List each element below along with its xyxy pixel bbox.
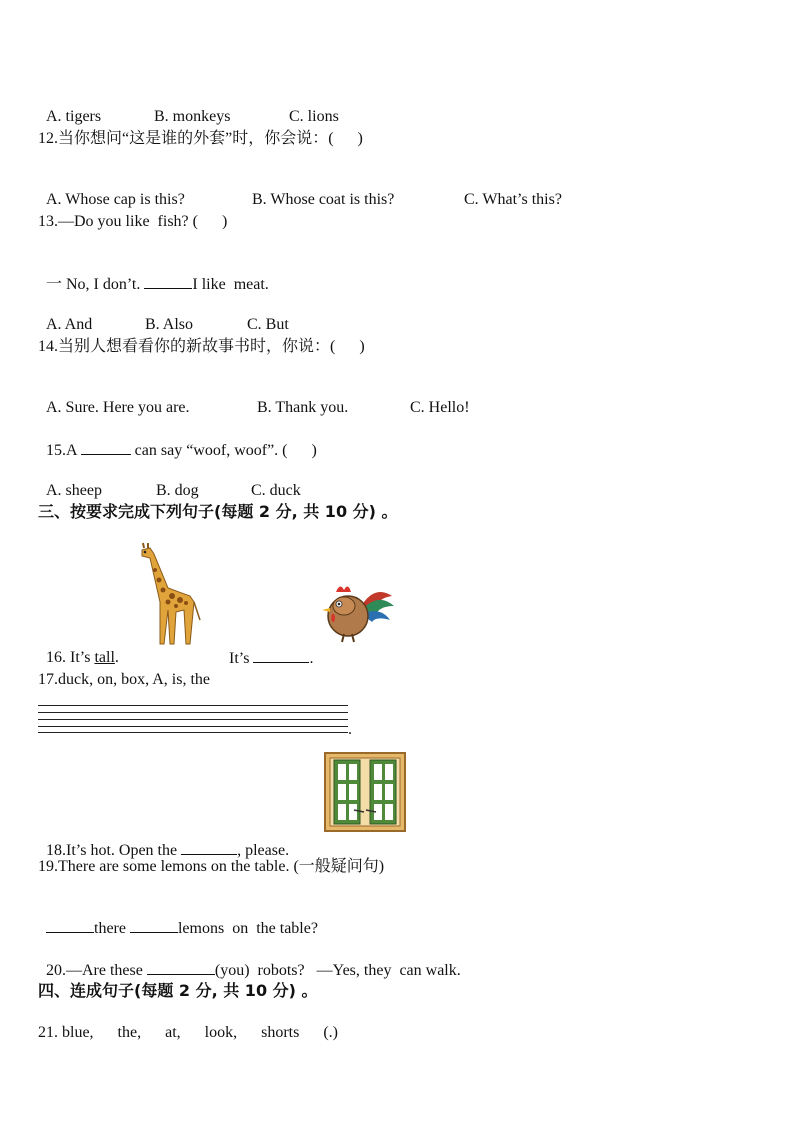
q18-sentence — [38, 820, 289, 861]
q15-stem-end: can say “woof, woof”. ( ) — [134, 442, 317, 459]
giraffe-icon — [128, 540, 208, 645]
q15-option-a: A. sheep — [46, 482, 102, 499]
q19-end: lemons on the table? — [177, 920, 318, 937]
q12-options — [38, 170, 562, 210]
q17-writing-line[interactable] — [38, 719, 348, 720]
q16-suffix: . — [114, 649, 119, 666]
q13-answer-blank[interactable] — [144, 274, 192, 289]
q14-stem: 14.当别人想看看你的新故事书时，你说：( ) — [38, 338, 365, 355]
q13-options — [38, 295, 289, 335]
q15-option-c: C. duck — [251, 482, 301, 499]
q16-first-sentence — [38, 628, 119, 668]
q18-start: 18.It’s hot. Open the — [46, 842, 178, 859]
q14-option-a: A. Sure. Here you are. — [46, 399, 190, 416]
q13-reply-start: 一 No, I don’t. — [46, 276, 141, 293]
q16-answer-blank[interactable] — [253, 648, 309, 663]
q13-option-b: B. Also — [145, 316, 194, 333]
q13-option-c: C. But — [247, 316, 289, 333]
q15-stem-start: 15.A — [46, 442, 77, 459]
window-icon — [324, 752, 406, 832]
q20-sentence — [38, 940, 461, 981]
q18-answer-blank[interactable] — [181, 840, 237, 855]
q16-end: . — [309, 650, 314, 667]
q15-options — [38, 461, 301, 501]
q17-writing-line[interactable] — [38, 726, 348, 727]
section3-title: 三、按要求完成下列句子(每题 2 分, 共 10 分) 。 — [38, 502, 398, 521]
q16-underlined-word: tall — [94, 649, 115, 666]
q11-option-b: B. monkeys — [154, 108, 231, 125]
q13-stem: 13.—Do you like fish? ( ) — [38, 213, 228, 230]
q17-writing-line[interactable] — [38, 705, 348, 706]
q14-option-c: C. Hello! — [410, 399, 470, 416]
q19-stem: 19.There are some lemons on the table. (一般疑问句) — [38, 858, 385, 875]
q16-prefix: 16. It’s — [46, 649, 95, 666]
q19-answer-blank-2[interactable] — [130, 918, 178, 933]
section4-title: 四、连成句子(每题 2 分, 共 10 分) 。 — [38, 981, 318, 1000]
rooster-icon — [318, 578, 396, 644]
q20-answer-blank[interactable] — [147, 960, 215, 975]
q12-stem: 12.当你想问“这是谁的外套”时，你会说：( ) — [38, 130, 363, 147]
q20-start: 20.—Are these — [46, 962, 143, 979]
q19-mid: there — [94, 920, 126, 937]
q11-option-c: C. lions — [289, 108, 339, 125]
q16-second-sentence — [221, 628, 313, 669]
q14-option-b: B. Thank you. — [257, 399, 349, 416]
q15-stem — [38, 420, 317, 461]
q15-option-b: B. dog — [156, 482, 199, 499]
q12-option-a: A. Whose cap is this? — [46, 191, 185, 208]
q13-reply-end: I like meat. — [192, 276, 269, 293]
q17-writing-line[interactable] — [38, 712, 348, 713]
q12-option-b: B. Whose coat is this? — [252, 191, 395, 208]
q19-answer-blank-1[interactable] — [46, 918, 94, 933]
q16-second-start: It’s — [229, 650, 250, 667]
q12-option-c: C. What’s this? — [464, 191, 562, 208]
q15-answer-blank[interactable] — [81, 440, 131, 455]
q17-period: . — [348, 721, 352, 738]
q13-reply — [38, 254, 269, 295]
q11-options — [38, 87, 339, 127]
q17-writing-line[interactable] — [38, 732, 348, 733]
q14-options — [38, 378, 470, 418]
q21-stem: 21. blue, the, at, look, shorts (.) — [38, 1024, 338, 1041]
q11-option-a: A. tigers — [46, 108, 102, 125]
q17-stem: 17.duck, on, box, A, is, the — [38, 671, 210, 688]
q13-option-a: A. And — [46, 316, 93, 333]
q18-end: , please. — [237, 842, 290, 859]
q19-answer — [38, 898, 318, 939]
q20-end: (you) robots? —Yes, they can walk. — [214, 962, 461, 979]
